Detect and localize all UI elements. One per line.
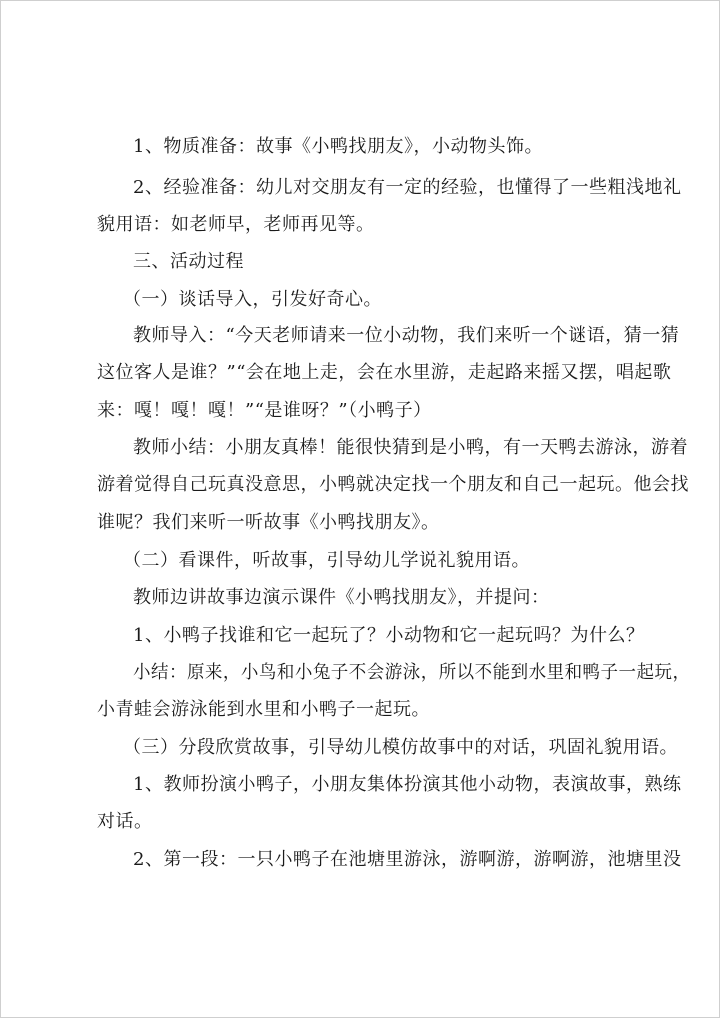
text-line: 来：嘎！嘎！嘎！”“是谁呀？”（小鸭子） [97,400,432,421]
text-line: 教师边讲故事边演示课件《小鸭找朋友》，并提问： [133,587,550,608]
text-line: 对话。 [97,811,153,832]
text-line: 2、第一段：一只小鸭子在池塘里游泳，游啊游，游啊游，池塘里没 [133,849,682,870]
text-line: 教师小结：小朋友真棒！能很快猜到是小鸭，有一天鸭去游泳，游着 [133,437,688,458]
text-line: 貌用语：如老师早，老师再见等。 [97,214,375,235]
text-line: 教师导入：“今天老师请来一位小动物，我们来听一个谜语，猜一猜 [133,325,680,346]
text-line: 小青蛙会游泳能到水里和小鸭子一起玩。 [97,699,430,720]
subsection-heading: （三）分段欣赏故事，引导幼儿模仿故事中的对话，巩固礼貌用语。 [123,737,678,758]
text-line: 1、教师扮演小鸭子，小朋友集体扮演其他小动物，表演故事，熟练 [133,774,682,795]
subsection-heading: （二）看课件，听故事，引导幼儿学说礼貌用语。 [123,550,530,571]
text-line: 1、小鸭子找谁和它一起玩了？小动物和它一起玩吗？为什么？ [133,625,645,646]
text-line: 2、经验准备：幼儿对交朋友有一定的经验，也懂得了一些粗浅地礼 [133,177,682,198]
subsection-heading: （一）谈话导入，引发好奇心。 [123,289,382,310]
text-line: 谁呢？我们来听一听故事《小鸭找朋友》。 [97,512,440,533]
text-line: 游着觉得自己玩真没意思，小鸭就决定找一个朋友和自己一起玩。他会找 [97,474,689,495]
text-line: 这位客人是谁？”“会在地上走，会在水里游，走起路来摇又摆，唱起歌 [97,362,672,383]
text-line: 1、物质准备：故事《小鸭找朋友》，小动物头饰。 [133,136,543,157]
text-line: 小结：原来，小鸟和小兔子不会游泳，所以不能到水里和鸭子一起玩， [133,662,691,683]
section-heading: 三、活动过程 [133,251,244,272]
